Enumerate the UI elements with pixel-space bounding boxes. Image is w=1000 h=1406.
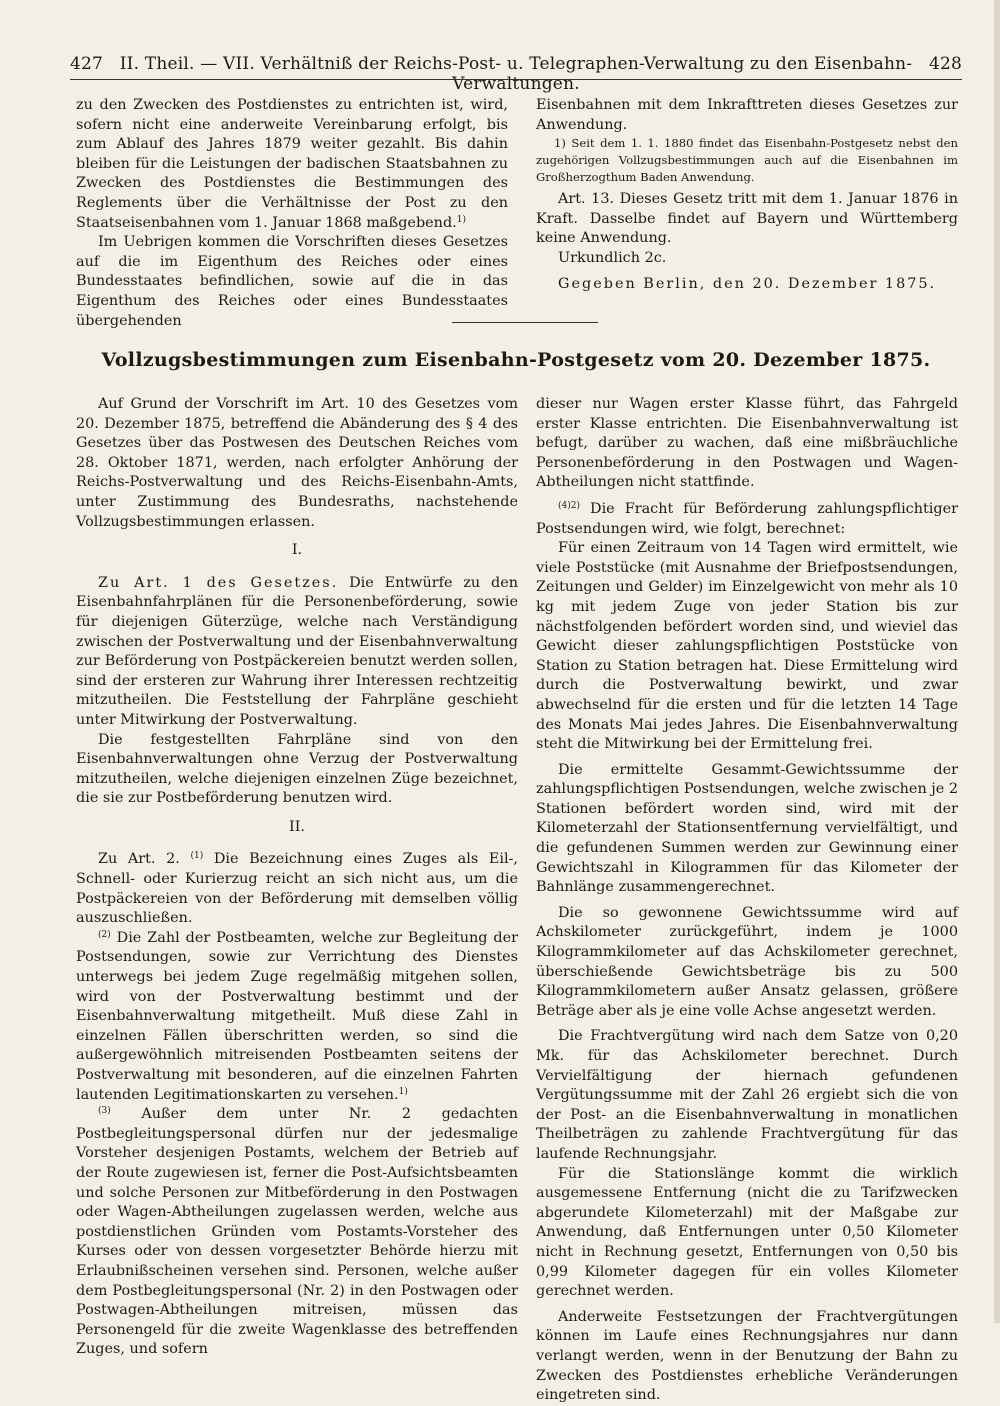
footnote: 1) Seit dem 1. 1. 1880 findet das Eisenbahn-Postgesetz nebst den zugehörigen Vollzugsbestimmungen auch auf die Eisenbahnen im Großherzogthum Baden Anwendung. <box>536 136 958 185</box>
paragraph: dieser nur Wagen erster Klasse führt, das Fahrgeld erster Klasse entrichten. Die Eisenbahnverwaltung ist befugt, darüber zu wachen, daß eine mißbräuchliche Personenbeförderung in den Postwagen und Wagen-Abtheilungen nicht stattfinde. <box>536 396 958 491</box>
article-lead: Zu Art. 1 des Gesetzes. <box>98 574 339 591</box>
section-numeral-2: II. <box>289 818 305 835</box>
page-number-left: 427 <box>70 54 104 74</box>
paragraph-text: Außer dem unter Nr. 2 gedachten Postbegleitungspersonal dürfen nur der jedesmalige Vorsteher desjenigen Postamts, welchem der Betrieb auf der Route zugewiesen ist, ferner die Post-Aufsichtsbeamten und solche Personen zur Mitbeförderung in den Postwagen oder Wagen-Abtheilungen zugelassen werden, welche aus postdienstlichen Gründen vom Postamts-Vorsteher des Kurses oder von dessen vorgesetzter Behörde hierzu mit Erlaubnißscheinen versehen sind. Personen, welche außer dem Postbegleitungspersonal (Nr. 2) in den Postwagen oder Postwagen-Abtheilungen mitreisen, müssen das Personengeld für die zweite Wagenklasse des betreffenden Zuges, und sofern <box>76 1106 518 1358</box>
paragraph-mark: (1) <box>190 851 204 862</box>
paragraph: Im Uebrigen kommen die Vorschriften dieses Gesetzes auf die im Eigenthum des Reiches oder eines Bundesstaates befindlichen, sowie auf die in das Eigenthum des Reiches oder eines Bundesstaates übergehenden <box>76 234 508 329</box>
top-right-column <box>536 96 958 294</box>
footnote-mark: 1) <box>398 1086 408 1097</box>
article-2-paragraph <box>76 850 518 928</box>
page-edge-shadow <box>994 0 1000 1323</box>
urkundlich-line: Urkundlich 2c. <box>558 249 667 266</box>
paragraph <box>76 1105 518 1360</box>
top-left-column <box>76 96 508 331</box>
paragraph-text: zu den Zwecken des Postdienstes zu entrichten ist, wird, sofern nicht eine anderweite Vereinbarung erfolgt, bis zum Ablauf des Jahres 1879 weiter gezahlt. Bis dahin bleiben für die Leistungen der badischen Staatsbahnen zu Zwecken des Postdienstes die Bestimmungen des Reglements über die Verhältnisse der Post zu den Staatseisenbahnen vom 1. Januar 1868 maßgebend. <box>76 97 508 231</box>
section-title: Vollzugsbestimmungen zum Eisenbahn-Postgesetz vom 20. Dezember 1875. <box>101 349 931 371</box>
paragraph-mark: (2) <box>98 929 111 940</box>
paragraph: Die so gewonnene Gewichtssumme wird auf Achskilometer zurückgeführt, indem je 1000 Kilogrammkilometer auf das Achskilometer gerechnet, überschießende Gewichtsbeträge bis zu 500 Kilogrammkilometern außer Ansatz gelassen, größere Beträge aber als je eine volle Achse angesetzt werden. <box>536 904 958 1019</box>
paragraph <box>76 96 508 233</box>
paragraph <box>536 500 958 539</box>
signature-date-line: Gegeben Berlin, den 20. Dezember 1875. <box>558 275 937 292</box>
footnote-mark: 1) <box>456 214 466 225</box>
paragraph: Anderweite Festsetzungen der Frachtvergütungen können im Laufe eines Rechnungsjahres nur dann verlangt werden, wenn in der Benutzung der Bahn zu Zwecken des Postdienstes erhebliche Veränderungen eingetreten sind. <box>536 1308 958 1404</box>
running-title: II. Theil. — VII. Verhältniß der Reichs-Post- u. Telegraphen-Verwaltung zu den Eisenbahn-Verwaltungen. <box>119 54 913 94</box>
paragraph <box>76 929 518 1105</box>
paragraph-mark: (3) <box>98 1106 111 1117</box>
running-header <box>70 50 962 94</box>
paragraph: Die Frachtvergütung wird nach dem Satze von 0,20 Mk. für das Achskilometer berechnet. Durch Vervielfältigung der hiernach gefundenen Vergütungssumme mit der Zahl 26 ergiebt sich die von der Post- an die Eisenbahnverwaltung in monatlichen Theilbeträgen zu zahlende Frachtvergütung für das laufende Rechnungsjahr. <box>536 1028 958 1162</box>
section-divider <box>452 322 598 323</box>
article-1-paragraph <box>76 574 518 731</box>
bottom-left-column <box>76 395 518 1360</box>
paragraph-text: Die Entwürfe zu den Eisenbahnfahrplänen für die Personenbeförderung, sowie für diejenigen Güterzüge, welche nach Verständigung zwischen der Postverwaltung und der Eisenbahnverwaltung zur Beförderung von Postpäckereien benutzt werden sollen, sind der ersteren zur Wahrung ihrer Interessen rechtzeitig mitzutheilen. Die Feststellung der Fahrpläne geschieht unter Mitwirkung der Postverwaltung. <box>76 574 519 728</box>
paragraph-text: Die Fracht für Beförderung zahlungspflichtiger Postsendungen wird, wie folgt, berechnet: <box>536 500 959 537</box>
paragraph-text: Die Zahl der Postbeamten, welche zur Begleitung der Postsendungen, sowie zur Verrichtung des Dienstes unterwegs bei jedem Zuge regelmäßig mitgehen sollen, wird von der Postverwaltung bestimmt und der Eisenbahnverwaltung mitgetheilt. Muß diese Zahl in einzelnen Fällen überschritten werden, so sind die außergewöhnlich mitreisenden Postbeamten seitens der Postverwaltung mit besonderen, auf die einzelnen Fahrten lautenden Legitimationskarten zu versehen. <box>76 929 518 1103</box>
paragraph-text: Die Bezeichnung eines Zuges als Eil-, Schnell- oder Kurierzug reicht an sich nicht aus, um die Postpäckereien von der Beförderung mit demselben völlig auszuschließen. <box>76 851 518 927</box>
section-numeral-1: I. <box>291 542 303 559</box>
paragraph: Die ermittelte Gesammt-Gewichtssumme der zahlungspflichtigen Postsendungen, welche zwischen je 2 Stationen befördert worden sind, wird mit der Kilometerzahl der Stationsentfernung vervielfältigt, und die gefundenen Summen werden zur Gewinnung einer Gewichtszahl in Kilogrammen für das Kilometer der Bahnlänge zusammengerechnet. <box>536 761 958 896</box>
paragraph: Für die Stationslänge kommt die wirklich ausgemessene Entfernung (nicht die zu Tarifzwecken abgerundete Kilometerzahl) mit der Maßgabe zur Anwendung, daß Entfernungen unter 0,50 Kilometer nicht in Rechnung gesetzt, Entfernungen von 0,50 bis 0,99 Kilometer dagegen für ein volles Kilometer gerechnet werden. <box>536 1165 958 1300</box>
article-13: Art. 13. Dieses Gesetz tritt mit dem 1. Januar 1876 in Kraft. Dasselbe findet auf Bayern und Württemberg keine Anwendung. <box>536 191 958 247</box>
bottom-right-column <box>536 395 958 1406</box>
paragraph: Die festgestellten Fahrpläne sind von den Eisenbahnverwaltungen ohne Verzug der Postverwaltung mitzutheilen, welche diejenigen einzelnen Züge bezeichnet, die sie zur Postbeförderung benutzen wird. <box>76 731 518 807</box>
page-number-right: 428 <box>928 54 962 74</box>
article-lead: Zu Art. 2. <box>98 851 180 868</box>
intro-paragraph: Auf Grund der Vorschrift im Art. 10 des Gesetzes vom 20. Dezember 1875, betreffend die Abänderung des § 4 des Gesetzes über das Postwesen des Deutschen Reiches vom 28. Oktober 1871, werden, nach erfolgter Anhörung der Reichs-Postverwaltung und des Reichs-Eisenbahn-Amts, unter Zustimmung des Bundesraths, nachstehende Vollzugsbestimmungen erlassen. <box>76 396 518 530</box>
paragraph: Für einen Zeitraum von 14 Tagen wird ermittelt, wie viele Poststücke (mit Ausnahme der Briefpostsendungen, Zeitungen und Gelder) im Einzelgewicht von mehr als 10 kg mit jedem Zuge von jeder Station bis zur nächstfolgenden befördert worden sind, und wieviel das Gewicht dieser zahlungspflichtigen Poststücke von Station zu Station betragen hat. Diese Ermittelung wird durch die Postverwaltung bewirkt, und zwar abwechselnd für die ersten und für die letzten 14 Tage des Monats Mai jedes Jahres. Die Eisenbahnverwaltung steht die Mitwirkung bei der Ermittelung frei. <box>536 540 958 753</box>
paragraph-mark: (4)2) <box>558 500 580 511</box>
header-rule <box>70 79 962 80</box>
paragraph: Eisenbahnen mit dem Inkrafttreten dieses Gesetzes zur Anwendung. <box>536 97 958 133</box>
